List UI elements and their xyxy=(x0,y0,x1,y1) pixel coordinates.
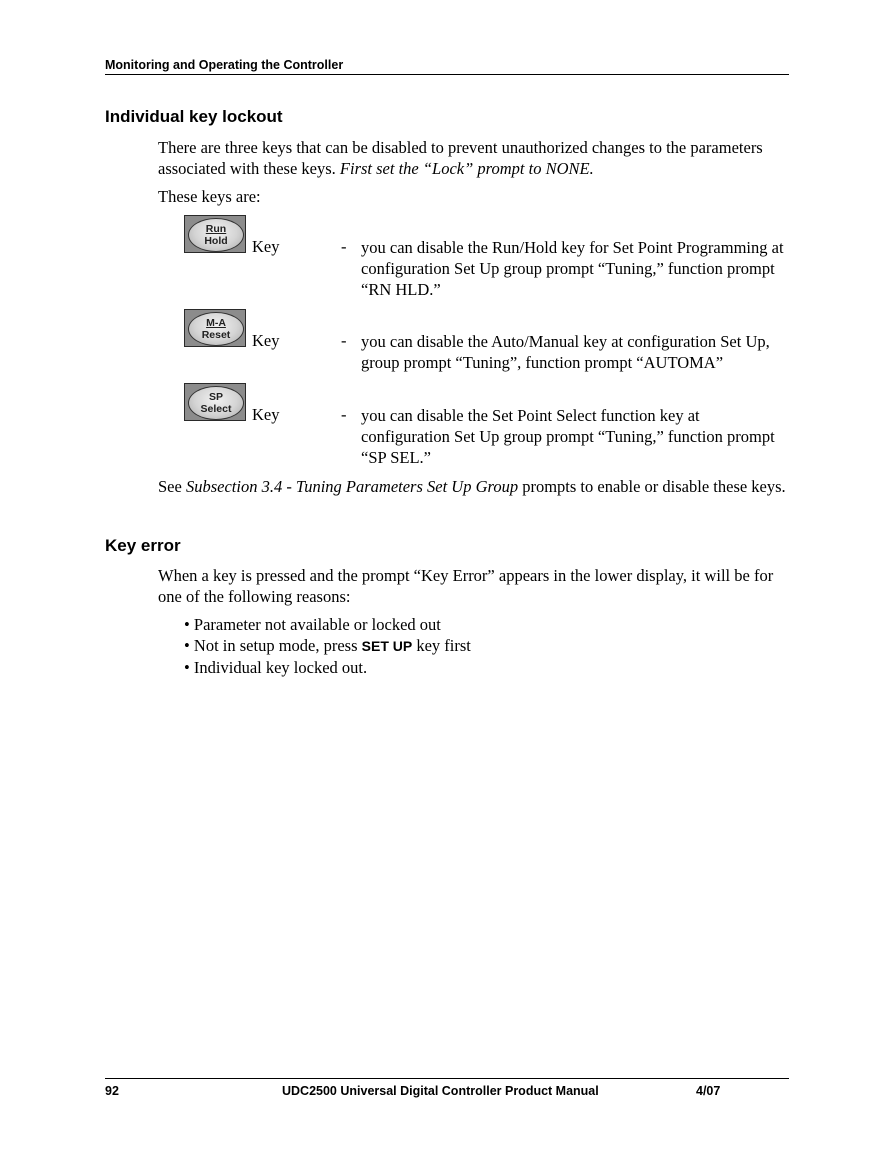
key-error-intro: When a key is pressed and the prompt “Key Error” appears in the lower display, it will be for one of the following reasons: xyxy=(158,566,774,606)
keys-intro: These keys are: xyxy=(158,187,261,206)
sp-select-key-icon xyxy=(184,383,246,421)
section-heading-key-error: Key error xyxy=(105,536,181,555)
key-description: you can disable the Auto/Manual key at configuration Set Up, group prompt “Tuning”, function prompt “AUTOMA” xyxy=(361,332,770,372)
run-hold-key-icon xyxy=(184,215,246,253)
key-word: Key xyxy=(252,237,280,256)
see-subsection-paragraph xyxy=(158,476,790,497)
manual-title: UDC2500 Universal Digital Controller Product Manual xyxy=(282,1084,599,1098)
key-label-bottom: Reset xyxy=(201,329,231,341)
list-item: • Individual key locked out. xyxy=(184,658,368,677)
key-error-reasons-list xyxy=(184,614,471,678)
key-label-top: SP xyxy=(208,391,223,403)
key-item-run-hold xyxy=(184,215,794,299)
key-item-sp-select xyxy=(184,383,794,467)
key-item-m-a-reset xyxy=(184,309,794,379)
publication-date: 4/07 xyxy=(696,1084,721,1098)
m-a-reset-key-icon xyxy=(184,309,246,347)
key-dash: - xyxy=(341,405,347,424)
key-dash: - xyxy=(341,237,347,256)
key-word: Key xyxy=(252,331,280,350)
see-suffix: prompts to enable or disable these keys. xyxy=(518,477,786,496)
key-label-top: M-A xyxy=(206,317,226,329)
page-footer xyxy=(105,1078,789,1098)
list-item xyxy=(184,635,471,657)
key-dash: - xyxy=(341,331,347,350)
page-header xyxy=(105,58,789,75)
header-title: Monitoring and Operating the Controller xyxy=(105,58,344,72)
key-description: you can disable the Set Point Select function key at configuration Set Up group prompt “Tuning,” function prompt “SP SEL.” xyxy=(361,406,775,467)
setup-key-name: SET UP xyxy=(361,638,413,654)
section-heading-key-lockout: Individual key lockout xyxy=(105,107,283,126)
lockout-intro-paragraph xyxy=(158,137,790,179)
see-prefix: See xyxy=(158,477,186,496)
lockout-intro-text: There are three keys that can be disabled to prevent unauthorized changes to the parameters associated with these keys. xyxy=(158,138,763,178)
lockout-intro-italic: First set the “Lock” prompt to NONE. xyxy=(339,159,594,178)
page-number: 92 xyxy=(105,1084,119,1098)
key-word: Key xyxy=(252,405,280,424)
key-label-top: Run xyxy=(205,223,227,235)
bullet2-suffix: key first xyxy=(412,636,471,655)
key-label-bottom: Select xyxy=(200,403,232,415)
subsection-reference: Subsection 3.4 - Tuning Parameters Set Up Group xyxy=(185,477,519,496)
key-description: you can disable the Run/Hold key for Set Point Programming at configuration Set Up group prompt “Tuning,” function prompt “RN HLD.” xyxy=(361,238,784,299)
bullet2-prefix: • Not in setup mode, press xyxy=(184,636,362,655)
key-label-bottom: Hold xyxy=(204,235,228,247)
list-item: • Parameter not available or locked out xyxy=(184,615,441,634)
